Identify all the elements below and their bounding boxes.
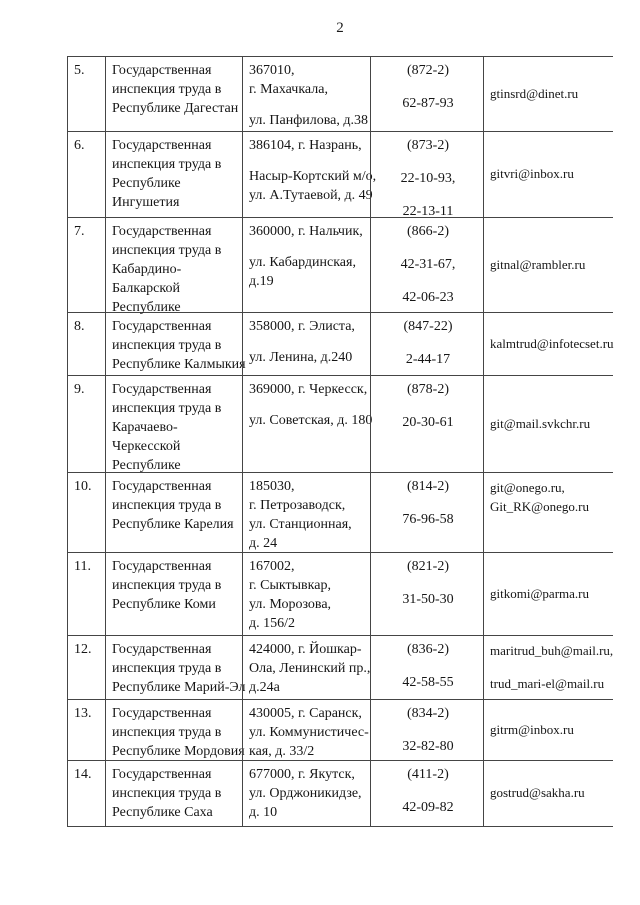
cell-inspection-name bbox=[105, 218, 242, 315]
table-row bbox=[67, 131, 613, 217]
email-line: git@onego.ru, bbox=[490, 480, 565, 495]
address-line: ул. Кабардинская, bbox=[249, 255, 356, 270]
address-line: ул. Орджоникидзе, bbox=[249, 786, 362, 801]
address-line: Ола, Ленинский пр., bbox=[249, 661, 371, 676]
phone-line: (834-2) bbox=[407, 706, 449, 721]
cell-inspection-name bbox=[105, 313, 246, 375]
cell-email bbox=[483, 376, 613, 472]
address-line: Насыр-Кортский м/о, bbox=[249, 169, 377, 184]
phone-line: 42-31-67, bbox=[400, 257, 456, 272]
cell-phone bbox=[370, 218, 483, 312]
email-line: trud_mari-el@mail.ru bbox=[490, 676, 605, 691]
inspections-table bbox=[67, 56, 613, 827]
cell-inspection-name bbox=[105, 57, 242, 131]
cell-address bbox=[242, 700, 370, 760]
table-row bbox=[67, 217, 613, 315]
email-line: gitrm@inbox.ru bbox=[490, 721, 574, 737]
table-row bbox=[67, 552, 613, 635]
phone-line: (866-2) bbox=[407, 224, 449, 239]
inspection-name-line: Балкарской bbox=[112, 281, 180, 296]
table-row bbox=[67, 472, 613, 552]
inspection-name-line: инспекция труда в bbox=[112, 157, 222, 172]
table-row bbox=[67, 56, 613, 131]
phone-line: 42-09-82 bbox=[402, 800, 454, 815]
address-line: 367010, bbox=[249, 63, 295, 78]
inspection-name-line: Кабардино- bbox=[112, 262, 182, 277]
cell-phone bbox=[370, 473, 483, 552]
cell-row-number bbox=[67, 132, 105, 217]
inspection-name-line: Республике bbox=[112, 458, 181, 473]
inspection-name-line: Республике bbox=[112, 176, 181, 191]
cell-address bbox=[242, 553, 370, 635]
cell-row-number bbox=[67, 57, 105, 131]
table-row bbox=[67, 312, 613, 375]
cell-row-number bbox=[67, 376, 105, 472]
inspection-name-line: инспекция труда в bbox=[112, 243, 222, 258]
inspection-name-line: Республике Карелия bbox=[112, 517, 234, 532]
address-line: д. 156/2 bbox=[249, 616, 296, 631]
cell-inspection-name bbox=[105, 376, 242, 472]
phone-line: 31-50-30 bbox=[402, 592, 454, 607]
table-row bbox=[67, 375, 613, 472]
cell-address bbox=[242, 218, 370, 312]
cell-phone bbox=[370, 553, 483, 635]
row-number-line: 10. bbox=[74, 479, 92, 494]
inspection-name-line: инспекция труда в bbox=[112, 725, 222, 740]
row-number-line: 9. bbox=[74, 382, 85, 397]
cell-email bbox=[483, 636, 613, 699]
address-line: д. 10 bbox=[249, 805, 278, 820]
phone-line: 62-87-93 bbox=[402, 96, 454, 111]
cell-address bbox=[242, 473, 370, 552]
inspection-name-line: Государственная bbox=[112, 559, 212, 574]
address-line: д.24а bbox=[249, 680, 280, 695]
cell-inspection-name bbox=[105, 553, 242, 635]
email-line: maritrud_buh@mail.ru, bbox=[490, 643, 614, 658]
cell-inspection-name bbox=[105, 636, 246, 699]
cell-email bbox=[483, 132, 613, 217]
address-line: д.19 bbox=[249, 274, 274, 289]
cell-phone bbox=[370, 761, 483, 826]
inspection-name-line: инспекция труда в bbox=[112, 82, 222, 97]
cell-email bbox=[483, 700, 613, 760]
cell-row-number bbox=[67, 473, 105, 552]
phone-line: (411-2) bbox=[407, 767, 449, 782]
phone-line: (821-2) bbox=[407, 559, 449, 574]
phone-line: 20-30-61 bbox=[402, 415, 454, 430]
address-line: 677000, г. Якутск, bbox=[249, 767, 355, 782]
cell-address bbox=[242, 57, 370, 131]
address-line: кая, д. 33/2 bbox=[249, 744, 315, 759]
phone-line: 76-96-58 bbox=[402, 512, 454, 527]
cell-email bbox=[483, 473, 613, 552]
address-paragraph bbox=[249, 348, 366, 367]
phone-line: 42-06-23 bbox=[402, 290, 454, 305]
address-paragraph bbox=[249, 111, 366, 130]
phone-line: 32-82-80 bbox=[402, 739, 454, 754]
cell-address bbox=[242, 636, 370, 699]
inspection-name-line: Государственная bbox=[112, 63, 212, 78]
inspection-name-line: Республике Саха bbox=[112, 805, 213, 820]
cell-phone bbox=[370, 57, 483, 131]
cell-phone bbox=[370, 313, 483, 375]
email-line: git@mail.svkchr.ru bbox=[490, 415, 591, 431]
cell-address bbox=[242, 761, 370, 826]
address-line: ул. Советская, д. 180 bbox=[249, 413, 373, 428]
address-line: 424000, г. Йошкар- bbox=[249, 642, 362, 657]
table-row bbox=[67, 760, 613, 826]
row-number-line: 8. bbox=[74, 319, 85, 334]
inspection-name-line: Республике Дагестан bbox=[112, 101, 239, 116]
email-line: kalmtrud@infotecset.ru bbox=[490, 335, 614, 351]
inspection-name-line: Ингушетия bbox=[112, 195, 180, 210]
inspection-name-line: Республике Мордовия bbox=[112, 744, 245, 759]
row-number-line: 12. bbox=[74, 642, 92, 657]
email-line: Git_RK@onego.ru bbox=[490, 499, 589, 514]
address-line: г. Сыктывкар, bbox=[249, 578, 331, 593]
cell-inspection-name bbox=[105, 132, 242, 217]
phone-line: 2-44-17 bbox=[405, 352, 451, 367]
row-number-line: 7. bbox=[74, 224, 85, 239]
cell-phone bbox=[370, 132, 483, 217]
cell-inspection-name bbox=[105, 761, 242, 826]
table-row bbox=[67, 699, 613, 760]
inspection-name-line: Государственная bbox=[112, 479, 212, 494]
inspection-name-line: Государственная bbox=[112, 767, 212, 782]
cell-address bbox=[242, 313, 370, 375]
address-line: ул. Коммунистичес- bbox=[249, 725, 369, 740]
address-line: д. 24 bbox=[249, 536, 278, 551]
inspection-name-line: Государственная bbox=[112, 224, 212, 239]
inspection-name-line: Государственная bbox=[112, 319, 212, 334]
address-line: 430005, г. Саранск, bbox=[249, 706, 362, 721]
cell-email bbox=[483, 553, 613, 635]
inspection-name-line: Государственная bbox=[112, 382, 212, 397]
cell-inspection-name bbox=[105, 700, 245, 760]
cell-inspection-name bbox=[105, 473, 242, 552]
cell-row-number bbox=[67, 218, 105, 312]
cell-phone bbox=[370, 376, 483, 472]
cell-email bbox=[483, 313, 613, 375]
cell-email bbox=[483, 218, 613, 312]
address-paragraph bbox=[249, 557, 366, 633]
email-line: gitkomi@parma.ru bbox=[490, 585, 589, 601]
address-line: ул. Станционная, bbox=[249, 517, 352, 532]
cell-phone bbox=[370, 700, 483, 760]
cell-row-number bbox=[67, 313, 105, 375]
cell-row-number bbox=[67, 761, 105, 826]
cell-row-number bbox=[67, 700, 105, 760]
phone-line: (878-2) bbox=[407, 382, 449, 397]
inspection-name-line: Черкесской bbox=[112, 439, 181, 454]
inspection-name-line: Государственная bbox=[112, 642, 212, 657]
inspection-name-line: инспекция труда в bbox=[112, 401, 222, 416]
phone-line: (836-2) bbox=[407, 642, 449, 657]
inspection-name-line: Республике Марий-Эл bbox=[112, 680, 246, 695]
cell-address bbox=[242, 376, 373, 472]
address-line: 360000, г. Нальчик, bbox=[249, 224, 363, 239]
address-line: ул. А.Тутаевой, д. 49 bbox=[249, 188, 373, 203]
inspection-name-line: Республике Калмыкия bbox=[112, 357, 246, 372]
phone-line: 22-13-11 bbox=[402, 204, 454, 219]
inspection-name-line: инспекция труда в bbox=[112, 786, 222, 801]
email-line: gitvri@inbox.ru bbox=[490, 166, 574, 181]
inspection-name-line: инспекция труда в bbox=[112, 578, 222, 593]
address-line: ул. Ленина, д.240 bbox=[249, 350, 353, 365]
phone-line: 42-58-55 bbox=[402, 675, 454, 690]
address-paragraph bbox=[249, 477, 366, 553]
inspection-name-line: Государственная bbox=[112, 706, 212, 721]
cell-email bbox=[483, 761, 613, 826]
address-paragraph bbox=[249, 704, 369, 761]
address-line: 369000, г. Черкесск, bbox=[249, 382, 368, 397]
address-line: г. Петрозаводск, bbox=[249, 498, 346, 513]
email-line: gostrud@sakha.ru bbox=[490, 785, 585, 800]
cell-phone bbox=[370, 636, 483, 699]
row-number-line: 6. bbox=[74, 138, 85, 153]
cell-address bbox=[242, 132, 377, 217]
inspection-name-line: инспекция труда в bbox=[112, 498, 222, 513]
page-number: 2 bbox=[336, 20, 344, 36]
cell-row-number bbox=[67, 553, 105, 635]
inspection-name-line: Государственная bbox=[112, 138, 212, 153]
row-number-line: 11. bbox=[74, 559, 91, 574]
address-line: 167002, bbox=[249, 559, 295, 574]
table-row bbox=[67, 635, 613, 699]
address-line: 185030, bbox=[249, 479, 295, 494]
row-number-line: 14. bbox=[74, 767, 92, 782]
inspection-name-line: Республике Коми bbox=[112, 597, 216, 612]
phone-line: (847-22) bbox=[403, 319, 453, 334]
address-line: 386104, г. Назрань, bbox=[249, 138, 362, 153]
address-paragraph bbox=[249, 380, 366, 399]
phone-line: (873-2) bbox=[407, 138, 449, 153]
inspection-name-line: Республике bbox=[112, 300, 181, 315]
row-number-line: 13. bbox=[74, 706, 92, 721]
address-paragraph bbox=[249, 640, 371, 697]
address-paragraph bbox=[249, 167, 377, 205]
inspection-name-line: инспекция труда в bbox=[112, 661, 222, 676]
inspection-name-line: инспекция труда в bbox=[112, 338, 222, 353]
email-line: gitnal@rambler.ru bbox=[490, 256, 586, 272]
address-paragraph bbox=[249, 765, 366, 822]
address-line: г. Махачкала, bbox=[249, 82, 328, 97]
address-line: ул. Панфилова, д.38 bbox=[249, 113, 368, 128]
cell-email bbox=[483, 57, 613, 131]
inspection-name-line: Карачаево- bbox=[112, 420, 178, 435]
address-paragraph bbox=[249, 253, 366, 291]
address-paragraph bbox=[249, 317, 366, 336]
phone-line: (872-2) bbox=[407, 63, 449, 78]
address-line: 358000, г. Элиста, bbox=[249, 319, 355, 334]
email-line: gtinsrd@dinet.ru bbox=[490, 85, 579, 101]
cell-row-number bbox=[67, 636, 105, 699]
address-line: ул. Морозова, bbox=[249, 597, 332, 612]
address-paragraph bbox=[249, 411, 373, 430]
phone-line: (814-2) bbox=[407, 479, 449, 494]
address-paragraph bbox=[249, 61, 366, 99]
row-number-line: 5. bbox=[74, 63, 85, 78]
phone-line: 22-10-93, bbox=[400, 171, 456, 186]
address-paragraph bbox=[249, 136, 366, 155]
address-paragraph bbox=[249, 222, 366, 241]
